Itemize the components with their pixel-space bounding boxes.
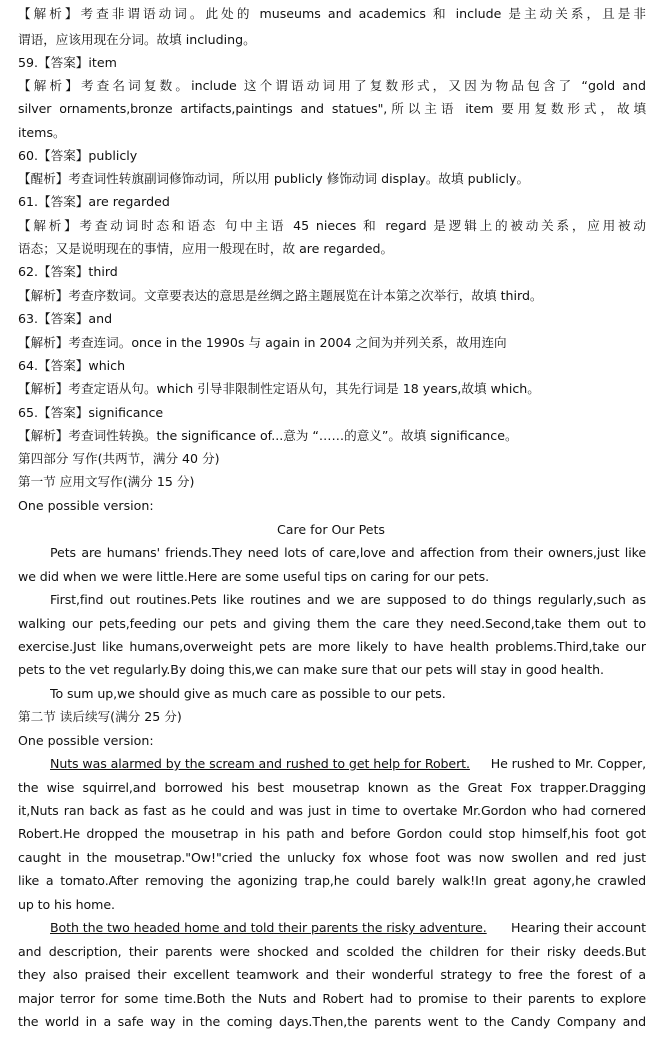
- answer-line: 64.【答案】which: [18, 358, 126, 373]
- answer-line: 63.【答案】and: [18, 311, 113, 326]
- paragraph-line: First,find out routines.Pets like routines and we are supposed to do things regularly,such as: [50, 592, 646, 607]
- answer-line: 59.【答案】item: [18, 55, 117, 70]
- essay-title: Care for Our Pets: [277, 522, 385, 537]
- paragraph-line: exercise.Just like humans,overweight pets are more likely to have health problems.Third,take our: [18, 639, 646, 654]
- version-label: One possible version:: [18, 733, 154, 748]
- answer-line: 61.【答案】are regarded: [18, 194, 170, 209]
- paragraph-line: Robert.He dropped the mousetrap in his path and before Gordon could stop himself,his foot got: [18, 826, 646, 841]
- section-heading: 第一节 应用文写作(满分 15 分): [18, 474, 195, 489]
- paragraph-line: and description, their parents were shocked and scolded the children for their risky deeds.But: [18, 944, 646, 959]
- text-line: 【解析】考查连词。once in the 1990s 与 again in 2004 之间为并列关系，故用连向: [18, 335, 507, 350]
- paragraph-line: pets to the vet regularly.By doing this,we can make sure that our pets will stay in good health.: [18, 662, 604, 677]
- version-label: One possible version:: [18, 498, 154, 513]
- paragraph-line: up to his home.: [18, 897, 115, 912]
- answer-line: 65.【答案】significance: [18, 405, 164, 420]
- paragraph-line: it,Nuts ran back as fast as he could and was just in time to overtake Mr.Gordon who had cornered: [18, 803, 646, 818]
- text-line: 谓语，应该用现在分词。故填 including。: [18, 32, 256, 47]
- paragraph-line: they also praised their excellent teamwork and their wonderful strategy to free the forest of a: [18, 967, 646, 982]
- paragraph-line: [50, 756, 646, 772]
- paragraph-line: To sum up,we should give as much care as possible to our pets.: [50, 686, 446, 701]
- section-heading: 第四部分 写作(共两节，满分 40 分): [18, 451, 220, 466]
- text-line: 【解析】考查定语从句。which 引导非限制性定语从句，其先行词是 18 years,故填 which。: [18, 381, 540, 396]
- answer-line: 60.【答案】publicly: [18, 148, 138, 163]
- paragraph-line: caught in the mousetrap."Ow!"cried the unlucky fox whose foot was now swollen and red just: [18, 850, 646, 865]
- continuation-text: He rushed to Mr. Copper,: [490, 756, 646, 771]
- text-line: 【解析】考查词性转换。the significance of...意为 “……的意义”。故填 significance。: [18, 428, 518, 443]
- text-line: 语态；又是说明现在的事情，应用一般现在时，故 are regarded。: [18, 241, 394, 256]
- text-line: 【解析】考查动词时态和语态 句中主语 45 nieces 和 regard 是逻辑上的被动关系，应用被动: [18, 218, 646, 233]
- given-opening-sentence: Both the two headed home and told their parents the risky adventure.: [50, 920, 487, 935]
- given-opening-sentence: Nuts was alarmed by the scream and rushed to get help for Robert.: [50, 756, 470, 771]
- section-heading: 第二节 读后续写(满分 25 分): [18, 709, 182, 724]
- text-line: silver ornaments,bronze artifacts,paintings and statues",所以主语 item 要用复数形式，故填: [18, 101, 646, 116]
- paragraph-line: the wise squirrel,and borrowed his best mousetrap known as the Great Fox trapper.Dragging: [18, 780, 646, 795]
- continuation-text: Hearing their account: [510, 920, 646, 935]
- text-line: 【解析】考查非谓语动词。此处的 museums and academics 和 include 是主动关系，且是非: [18, 6, 646, 21]
- answer-line: 62.【答案】third: [18, 264, 118, 279]
- paragraph-line: like a tomato.After removing the agonizing trap,he could barely walk!In great agony,he crawled: [18, 873, 646, 888]
- paragraph-line: [50, 920, 646, 936]
- paragraph-line: we did when we were little.Here are some useful tips on caring for our pets.: [18, 569, 489, 584]
- text-line: 【解析】考查名词复数。include 这个谓语动词用了复数形式，又因为物品包含了 “gold and: [18, 78, 646, 93]
- paragraph-line: major terror for some time.Both the Nuts and Robert had to promise to their parents to explore: [18, 991, 646, 1006]
- text-line: 【醒析】考查词性转旗副词修饰动词，所以用 publicly 修饰动词 display。故填 publicly。: [18, 171, 530, 186]
- paragraph-line: Pets are humans' friends.They need lots of care,love and affection from their owners,just like: [50, 545, 646, 560]
- text-line: items。: [18, 125, 66, 140]
- text-line: 【解析】考查序数词。文章要表达的意思是丝绸之路主题展览在计本第之次举行，故填 third。: [18, 288, 543, 303]
- paragraph-line: walking our pets,feeding our pets and giving them the care they need.Second,take them out to: [18, 616, 646, 631]
- paragraph-line: the world in a safe way in the coming days.Then,the parents went to the Candy Company and: [18, 1014, 646, 1029]
